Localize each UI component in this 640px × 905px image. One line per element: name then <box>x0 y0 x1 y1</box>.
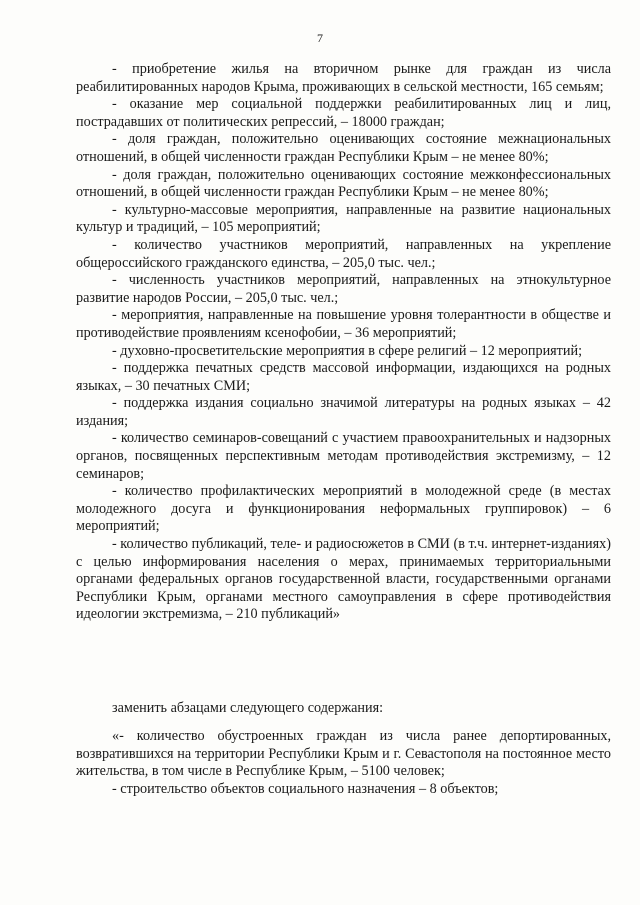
paragraph: - доля граждан, положительно оценивающих состояние межконфессиональных отношений, в общей численности граждан Республики Крым – не менее 80%; <box>76 166 611 201</box>
paragraph: - культурно-массовые мероприятия, направленные на развитие национальных культур и традиций, – 105 мероприятий; <box>76 201 611 236</box>
paragraph: - духовно-просветительские мероприятия в сфере религий – 12 мероприятий; <box>112 342 583 359</box>
page-number: 7 <box>317 31 323 45</box>
paragraph: - доля граждан, положительно оценивающих состояние межнациональных отношений, в общей численности граждан Республики Крым – не менее 80%; <box>76 131 611 165</box>
replacement-instruction <box>76 700 611 718</box>
paragraph: - поддержка издания социально значимой литературы на родных языках – 42 издания; <box>76 395 611 429</box>
paragraph: - количество участников мероприятий, направленных на укрепление общероссийского гражданского единства, – 205,0 тыс. чел.; <box>76 236 611 271</box>
paragraph: - оказание мер социальной поддержки реабилитированных лиц и лиц, пострадавших от политических репрессий, – 18000 граждан; <box>76 96 611 130</box>
paragraph: - количество публикаций, теле- и радиосюжетов в СМИ (в т.ч. интернет-изданиях) с целью информирования населения о мерах, принимаемых территориальными органами федеральных органов государственной власти, государственными органами Республики Крым, органами местного самоуправления в сфере противодействия идеологии экстремизма, – 210 публикаций» <box>76 536 611 623</box>
indicator-list <box>76 61 611 624</box>
replace-heading: заменить абзацами следующего содержания: <box>112 700 384 716</box>
paragraph: - приобретение жилья на вторичном рынке для граждан из числа реабилитированных народов Крыма, проживающих в сельской местности, 165 семьям; <box>76 61 611 95</box>
new-paragraph: «- количество обустроенных граждан из числа ранее депортированных, возвратившихся на территории Республики Крым и г. Севастополя на постоянное место жительства, в том числе в Республике Крым, – 5100 человек; <box>76 728 611 780</box>
paragraph: - поддержка печатных средств массовой информации, издающихся на родных языках, – 30 печатных СМИ; <box>76 360 611 394</box>
paragraph: - численность участников мероприятий, направленных на этнокультурное развитие народов России, – 205,0 тыс. чел.; <box>76 272 611 306</box>
new-paragraph: - строительство объектов социального назначения – 8 объектов; <box>112 780 499 797</box>
paragraph: - мероприятия, направленные на повышение уровня толерантности в обществе и противодействие проявлениям ксенофобии, – 36 мероприятий; <box>76 307 611 341</box>
paragraph: - количество профилактических мероприятий в молодежной среде (в местах молодежного досуга и функционирования неформальных группировок) – 6 мероприятий; <box>76 483 611 535</box>
paragraph: - количество семинаров-совещаний с участием правоохранительных и надзорных органов, посвященных перспективным методам противодействия экстремизму, – 12 семинаров; <box>76 430 611 482</box>
new-indicator-list <box>76 728 611 798</box>
